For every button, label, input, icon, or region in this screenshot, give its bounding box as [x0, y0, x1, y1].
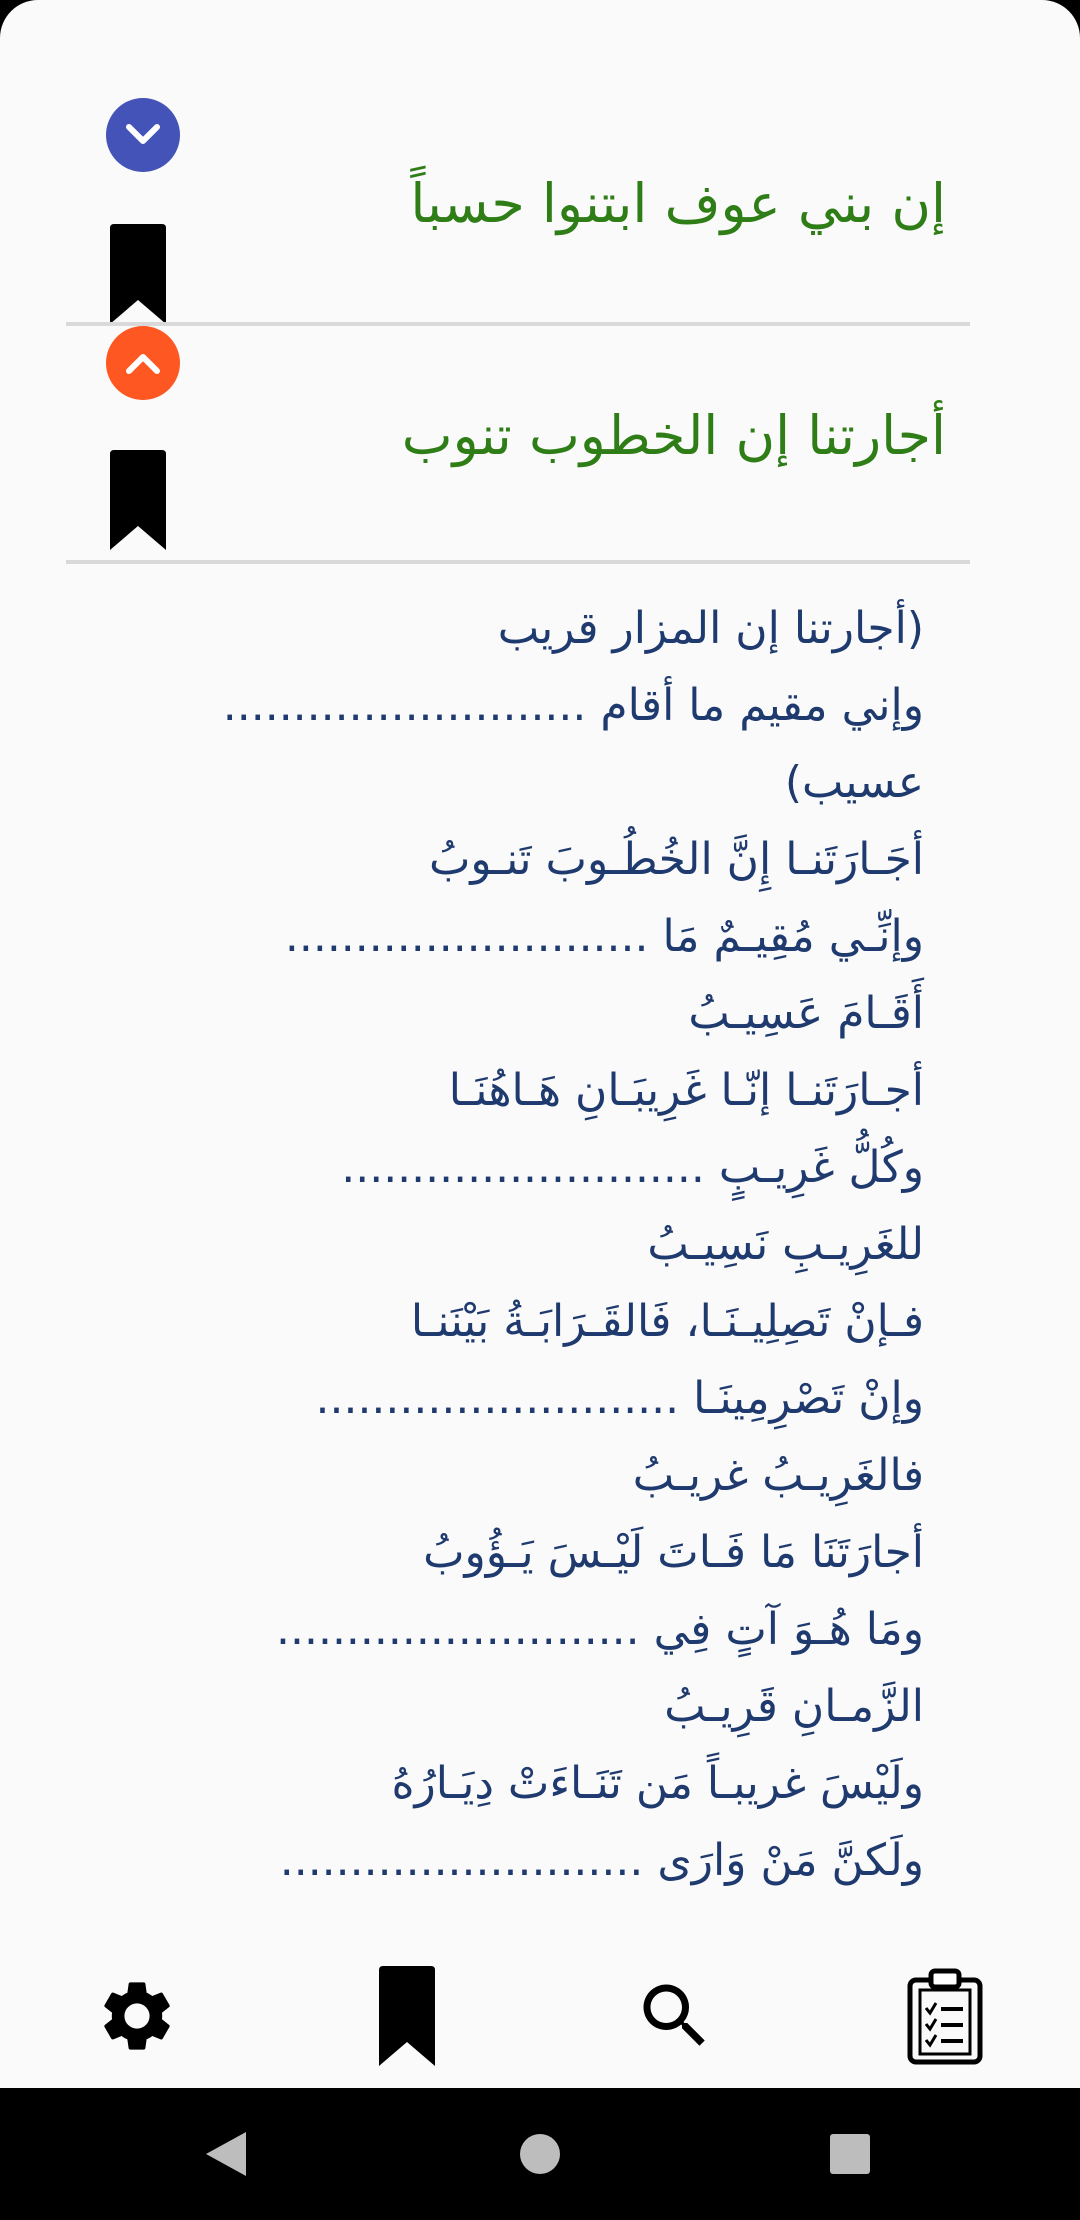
search-button[interactable]	[620, 1951, 730, 2081]
poem-line: للغَرِيـبِ نَسِيـبُ	[647, 1219, 924, 1270]
poem-line: أجَـارَتَنـا إِنَّ الخُطُـوبَ تَنـوبُ	[428, 834, 924, 885]
poem-line: أجـارَتَنـا إنّـا غَرِيبَـانِ هَـاهُنَـا	[448, 1065, 924, 1116]
poem-title[interactable]: أجارتنا إن الخطوب تنوب	[401, 404, 946, 467]
poem-line: ولَيْسَ غريبـاً مَن تَنَـاءَتْ دِيَـارُهُ	[391, 1758, 924, 1809]
home-button[interactable]	[480, 2088, 600, 2220]
divider	[66, 560, 970, 564]
bookmarks-button[interactable]	[352, 1951, 462, 2081]
recents-icon	[830, 2134, 870, 2174]
back-icon	[204, 2130, 248, 2178]
system-nav-bar	[0, 2088, 1080, 2220]
settings-button[interactable]	[82, 1951, 192, 2081]
clipboard-checklist-icon	[905, 1966, 985, 2066]
chevron-up-icon	[123, 345, 163, 381]
poem-line: وإنْ تَصْرِمِينَـا ..........................	[315, 1373, 924, 1424]
bookmark-icon	[377, 1966, 437, 2066]
poem-line: وكُلُّ غَرِيـبٍ ..........................	[341, 1142, 924, 1193]
poem-line: فـإنْ تَصِلِيـنَـا، فَالقَـرَابَـةُ بَيْنَنـا	[410, 1296, 924, 1347]
poem-text	[66, 590, 924, 1899]
bottom-toolbar	[0, 1937, 1080, 2088]
collapse-toggle-button[interactable]	[106, 326, 180, 400]
expand-toggle-button[interactable]	[106, 98, 180, 172]
poem-list[interactable]	[66, 0, 970, 1912]
recents-button[interactable]	[790, 2088, 910, 2220]
poem-line: أَقَـامَ عَسِيـبُ	[688, 988, 924, 1039]
bookmark-icon[interactable]	[110, 224, 166, 324]
settings-gear-icon	[95, 1974, 179, 2058]
contents-button[interactable]	[890, 1951, 1000, 2081]
poem-line: أجارَتَنَا مَا فَـاتَ لَيْـسَ يَـؤُوبُ	[423, 1527, 924, 1578]
chevron-down-icon	[123, 117, 163, 153]
poem-line: (أجارتنا إن المزار قريب	[497, 603, 924, 654]
poem-entry[interactable]	[66, 0, 970, 326]
poem-line: وإني مقيم ما أقام ..........................	[222, 680, 924, 731]
poem-line: فالغَرِيـبُ غريـبُ	[632, 1450, 924, 1501]
search-icon	[633, 1974, 717, 2058]
poem-line: وإنِّـي مُقِيـمٌ مَا ..........................	[284, 911, 924, 962]
poem-entry-expanded[interactable]	[66, 326, 970, 564]
poem-line: الزَّمـانِ قَرِيـبُ	[664, 1681, 924, 1732]
back-button[interactable]	[166, 2088, 286, 2220]
poem-line: ومَا هُـوَ آتٍ فِي ..........................	[276, 1604, 924, 1655]
poem-line: عسيب)	[784, 757, 924, 808]
bookmark-icon[interactable]	[110, 450, 166, 550]
home-icon	[520, 2134, 560, 2174]
poem-title[interactable]: إن بني عوف ابتنوا حسباً	[410, 172, 946, 235]
poem-line: ولَكنَّ مَنْ وَارَى ..........................	[279, 1835, 924, 1886]
